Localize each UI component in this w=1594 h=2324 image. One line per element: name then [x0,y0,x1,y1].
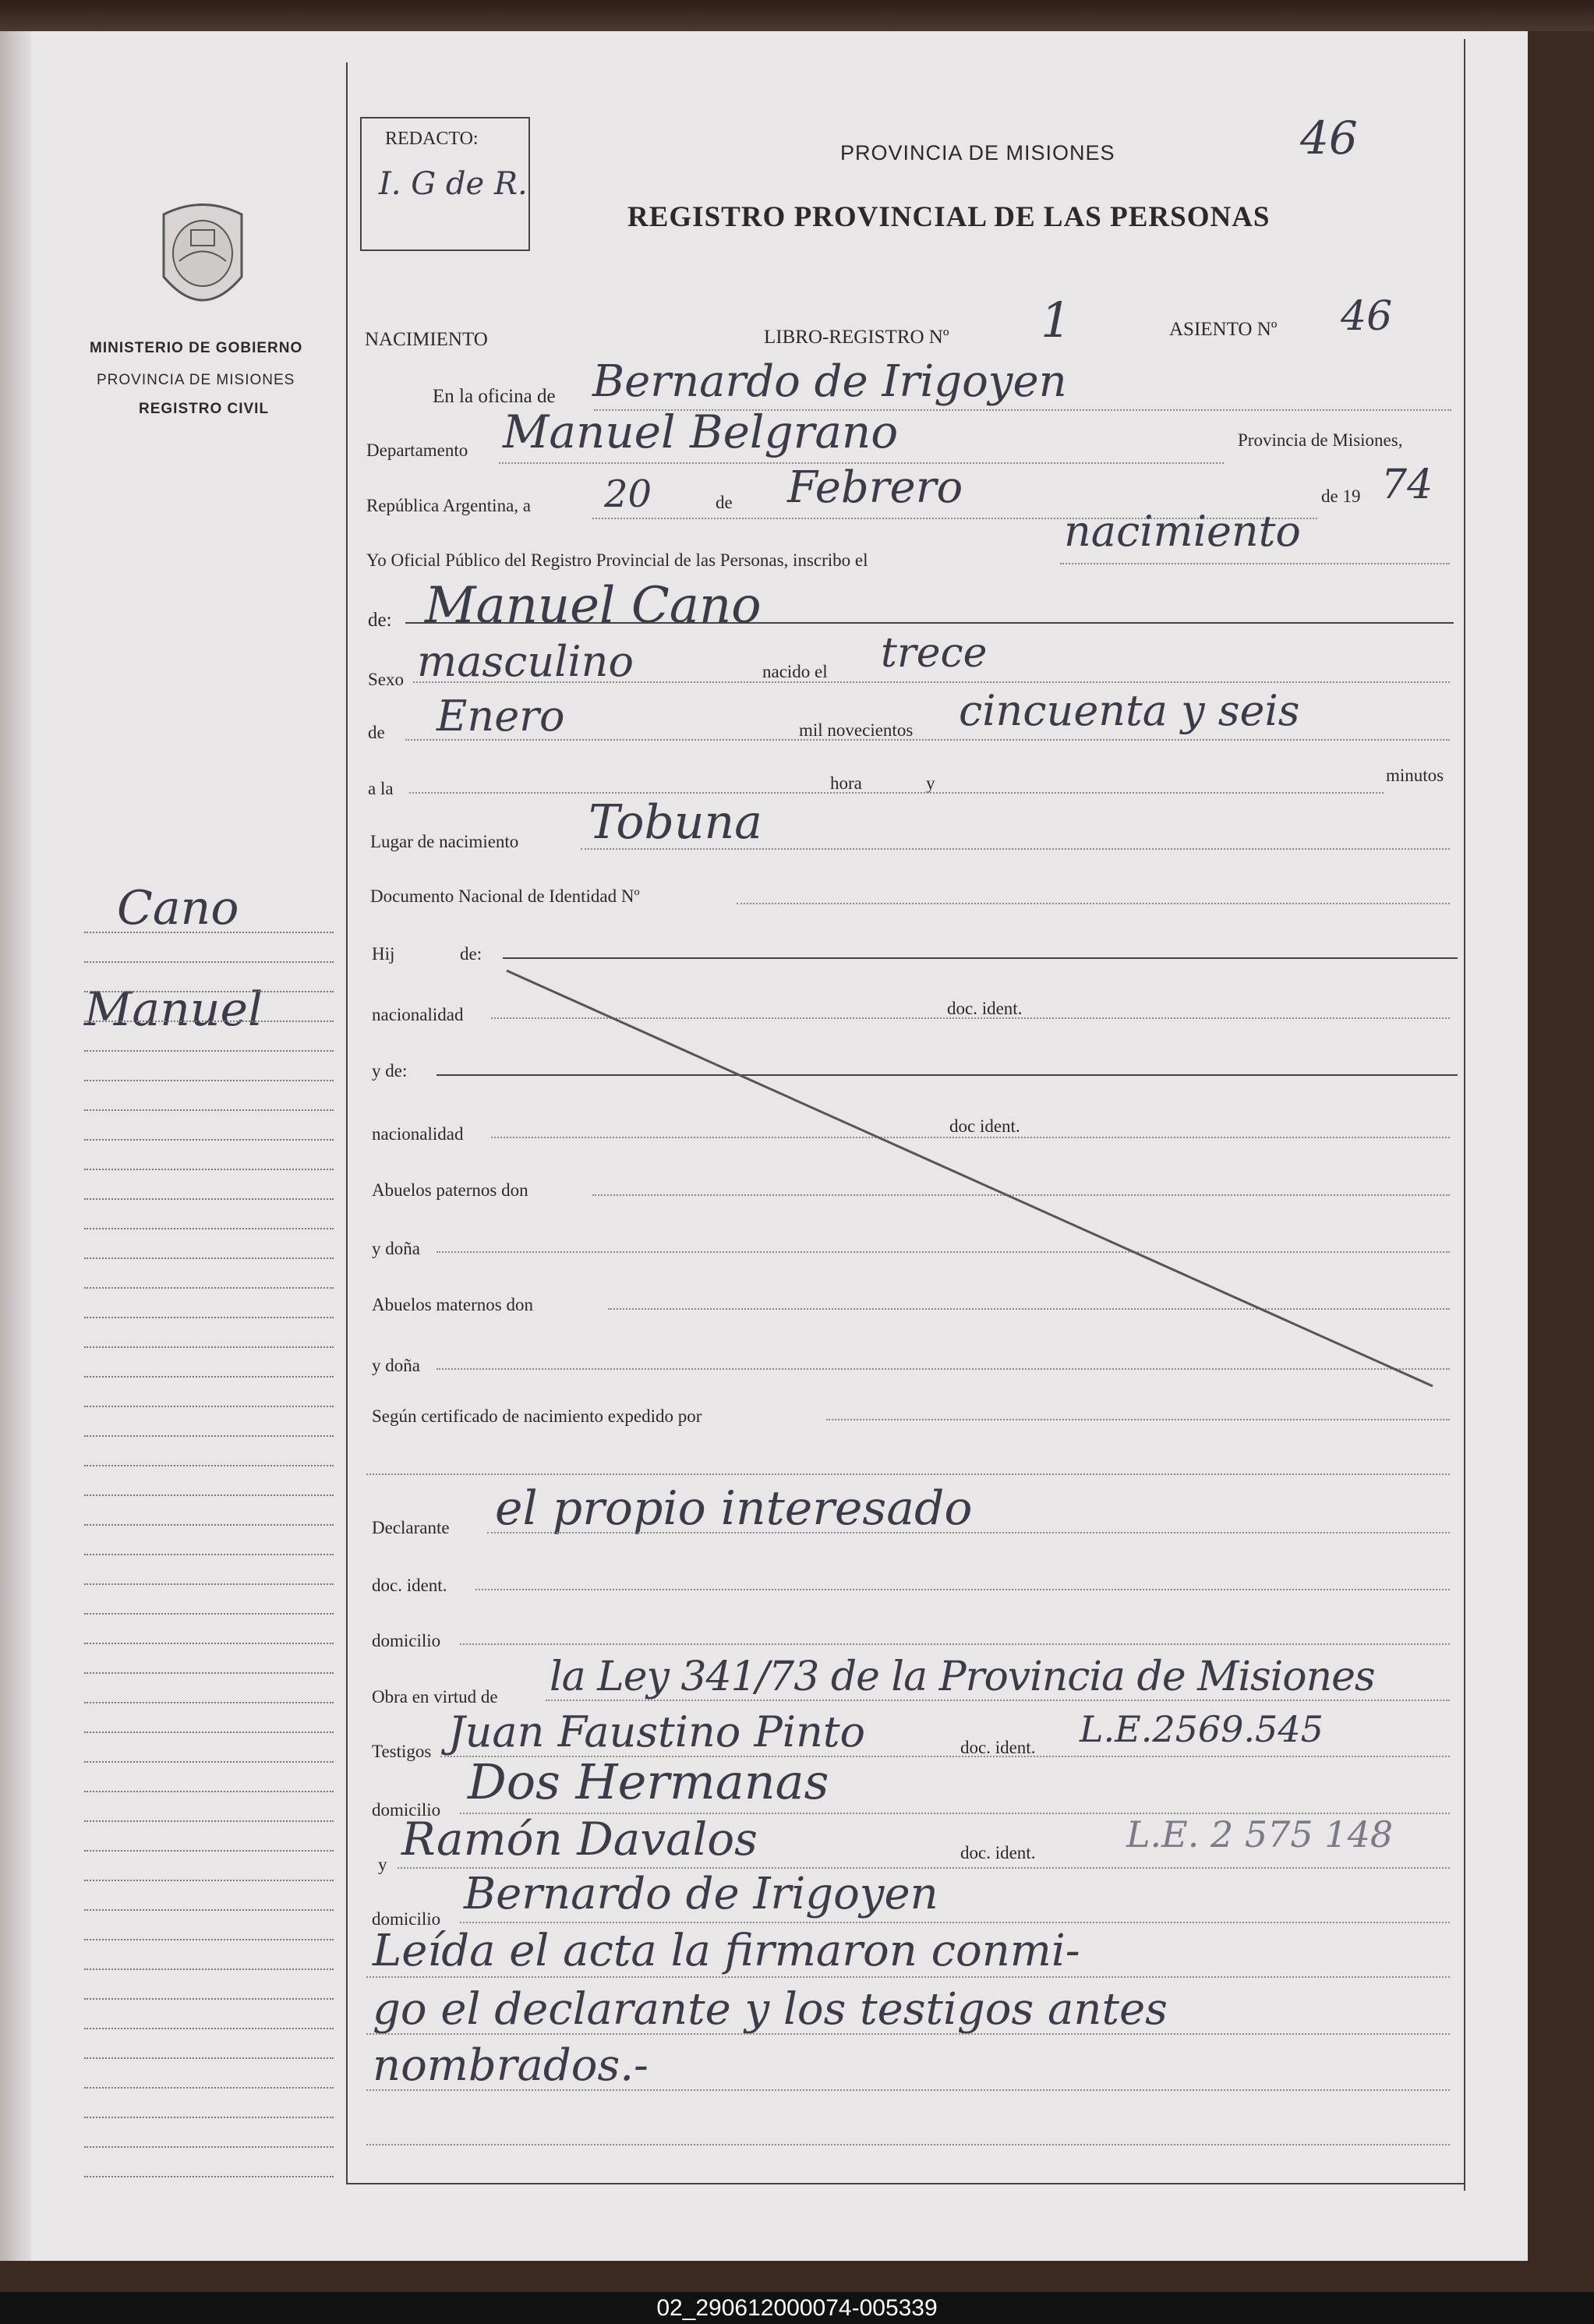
abuelos-maternos-label: Abuelos maternos don [372,1295,533,1314]
nacionalidad-label: nacionalidad [372,1005,464,1024]
oficial-label: Yo Oficial Público del Registro Provincial de las Personas, inscribo el [366,550,868,570]
domicilio-line [460,1643,1450,1645]
declarante-value: el propio interesado [495,1481,973,1536]
obra-label: Obra en virtud de [372,1687,498,1707]
redacto-label: REDACTO: [385,129,479,149]
segun-line [826,1419,1450,1420]
doc-ident-3-line [475,1589,1450,1590]
anio-value: 74 [1381,462,1433,508]
testigo-1-domicilio: Dos Hermanas [468,1753,829,1810]
obra-value: la Ley 341/73 de la Provincia de Misiones [550,1654,1375,1700]
mes-nacimiento-prefix: de [368,723,385,742]
blank-rule [366,2144,1450,2145]
archive-footer-id: 02_290612000074-005339 [0,2292,1594,2324]
testigos-label: Testigos [372,1742,432,1761]
y-de-label: y de: [372,1061,408,1081]
libro-label: LIBRO-REGISTRO Nº [764,327,949,348]
republica-label: República Argentina, a [366,496,531,515]
domicilio-2-label: domicilio [372,1800,441,1820]
minutos-label: minutos [1386,766,1444,785]
mes-value: Febrero [787,462,963,513]
nota-line-1-rule [366,1976,1450,1978]
dia-value: 20 [604,472,652,516]
sidebar-ministry: MINISTERIO DE GOBIERNO [90,340,303,356]
declarante-label: Declarante [372,1518,450,1537]
mes-nacimiento-value: Enero [436,692,565,741]
doc-ident-2-label: doc ident. [949,1116,1020,1136]
asiento-value: 46 [1341,293,1393,340]
nota-line-3-rule [366,2089,1450,2091]
doc-ident-5-label: doc. ident. [960,1843,1036,1862]
y-2-label: y [378,1855,387,1874]
obra-line [546,1700,1450,1701]
sidebar-surname: Cano [117,881,239,936]
provincia-label: Provincia de Misiones, [1238,430,1403,450]
sexo-value: masculino [417,637,634,686]
redacto-value: I. G de R. [379,166,528,202]
anio-prefix: de 19 [1321,486,1361,506]
testigo-2-value: Ramón Davalos [401,1813,758,1866]
doc-ident-label: doc. ident. [947,999,1023,1018]
hij-de-label: de: [460,944,482,964]
sidebar-registry: REGISTRO CIVIL [139,401,270,417]
nombre-prefix-label: de: [368,610,392,631]
declarante-line [487,1532,1450,1533]
acto-value: nacimiento [1064,507,1301,556]
sexo-label: Sexo [368,670,404,689]
y-dona-label: y doña [372,1239,420,1258]
dni-label: Documento Nacional de Identidad Nº [370,886,640,906]
y-dona-2-label: y doña [372,1356,420,1375]
testigo-1-value: Juan Faustino Pinto [448,1707,866,1756]
nota-line-2-rule [366,2033,1450,2035]
domicilio-3-line [460,1922,1450,1923]
dia-nacimiento-value: trece [881,630,988,677]
nacido-label: nacido el [762,662,828,681]
anio-nacimiento-value: cincuenta y seis [959,686,1300,735]
doc-ident-3-label: doc. ident. [372,1576,447,1595]
record-type-label: NACIMIENTO [365,329,488,350]
hij-label: Hij [372,944,395,964]
nota-line-1: Leída el acta la firmaron conmi- [373,1926,1080,1976]
de-label: de [716,493,733,512]
testigo-2-domicilio: Bernardo de Irigoyen [464,1869,938,1919]
sidebar-given-name: Manuel [84,982,263,1037]
y-label: y [926,773,935,793]
mil-novecientos-label: mil novecientos [799,720,914,740]
a-la-label: a la [368,779,394,798]
abuelos-paternos-label: Abuelos paternos don [372,1180,528,1200]
oficina-label: En la oficina de [433,386,556,407]
nota-line-2: go el declarante y los testigos antes [373,1984,1168,2035]
domicilio-3-label: domicilio [372,1909,441,1929]
testigo-1-doc: L.E.2569.545 [1080,1708,1324,1750]
doc-ident-4-label: doc. ident. [960,1738,1036,1757]
segun-label: Según certificado de nacimiento expedido por [372,1406,702,1426]
header-province: PROVINCIA DE MISIONES [840,141,1115,164]
nombre-value: Manuel Cano [425,577,762,635]
libro-value: 1 [1041,292,1072,348]
departamento-value: Manuel Belgrano [503,405,899,458]
testigo-2-doc: L.E. 2 575 148 [1126,1813,1394,1855]
header-title: REGISTRO PROVINCIAL DE LAS PERSONAS [627,201,1271,233]
nota-line-3: nombrados.- [373,2040,649,2091]
hora-label: hora [830,773,862,793]
segun-line-2 [366,1473,1450,1475]
asiento-label: ASIENTO Nº [1169,319,1278,340]
page-number: 46 [1300,111,1358,164]
sidebar-province: PROVINCIA DE MISIONES [97,372,295,388]
lugar-label: Lugar de nacimiento [370,832,519,851]
lugar-value: Tobuna [588,795,762,850]
domicilio-label: domicilio [372,1631,441,1650]
departamento-label: Departamento [366,440,468,460]
nacionalidad-2-label: nacionalidad [372,1124,464,1144]
oficina-value: Bernardo de Irigoyen [592,356,1067,407]
